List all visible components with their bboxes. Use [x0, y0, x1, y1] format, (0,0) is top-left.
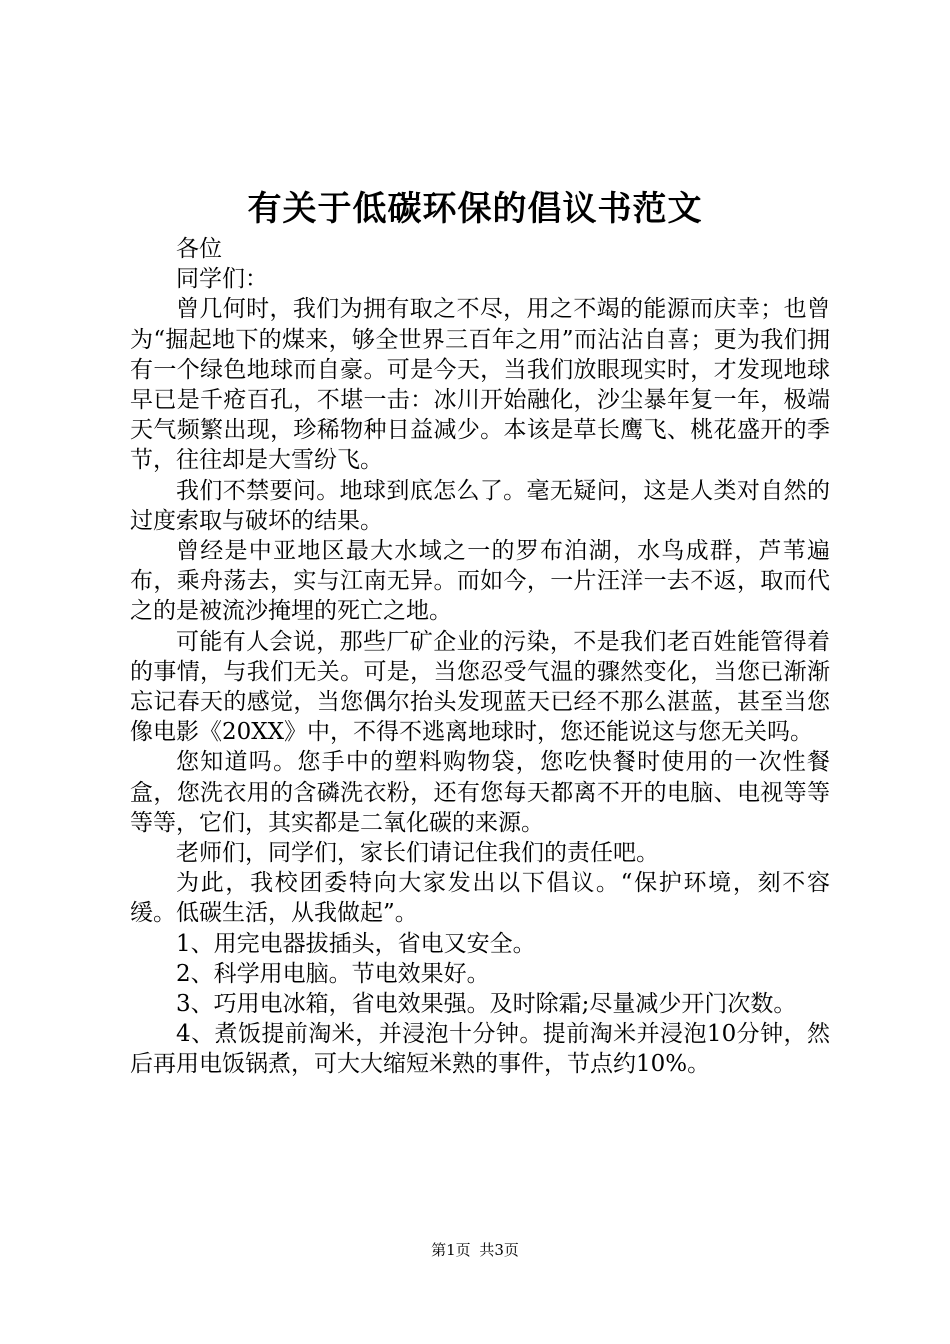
- page-total: 共3页: [479, 1241, 519, 1259]
- document-body: [130, 234, 830, 1080]
- salutation-line-2: 同学们：: [176, 266, 268, 293]
- paragraph: 我们不禁要问。地球到底怎么了。毫无疑问，这是人类对自然的过度索取与破坏的结果。: [130, 477, 830, 534]
- salutation-line-1: 各位: [176, 236, 222, 262]
- list-item: 3、巧用电冰箱，省电效果强。及时除霜;尽量减少开门次数。: [176, 991, 797, 1018]
- page-number: 第1页: [431, 1241, 471, 1259]
- paragraph: 可能有人会说，那些厂矿企业的污染，不是我们老百姓能管得着的事情，与我们无关。可是，当您忍受气温的骤然变化，当您已渐渐忘记春天的感觉，当您偶尔抬头发现蓝天已经不那么湛蓝，甚至当您像电影《20XX》中，不得不逃离地球时，您还能说这与您无关吗。: [130, 628, 830, 746]
- document-title: 有关于低碳环保的倡议书范文: [247, 189, 703, 229]
- list-item: 1、用完电器拔插头，省电又安全。: [176, 930, 536, 957]
- paragraph: 为此，我校团委特向大家发出以下倡议。“保护环境，刻不容缓。低碳生活，从我做起”。: [130, 870, 830, 927]
- paragraph: 老师们，同学们，家长们请记住我们的责任吧。: [176, 840, 659, 867]
- paragraph: 您知道吗。您手中的塑料购物袋，您吃快餐时使用的一次性餐盒，您洗衣用的含磷洗衣粉，还有您每天都离不开的电脑、电视等等等等，它们，其实都是二氧化碳的来源。: [130, 749, 830, 836]
- paragraph: 曾几何时，我们为拥有取之不尽，用之不竭的能源而庆幸；也曾为“掘起地下的煤来，够全世界三百年之用”而沾沾自喜；更为我们拥有一个绿色地球而自豪。可是今天，当我们放眼现实时，才发现地球早已是千疮百孔，不堪一击：冰川开始融化，沙尘暴年复一年，极端天气频繁出现，珍稀物种日益减少。本该是草长鹰飞、桃花盛开的季节，往往却是大雪纷飞。: [130, 296, 830, 474]
- page-footer: [0, 1240, 950, 1260]
- paragraph: 曾经是中亚地区最大水域之一的罗布泊湖，水鸟成群，芦苇遍布，乘舟荡去，实与江南无异。而如今，一片汪洋一去不返，取而代之的是被流沙掩埋的死亡之地。: [130, 538, 830, 625]
- list-item: 4、煮饭提前淘米，并浸泡十分钟。提前淘米并浸泡10分钟，然后再用电饭锅煮，可大大缩短米熟的事件，节点约10%。: [130, 1021, 830, 1078]
- list-item: 2、科学用电脑。节电效果好。: [176, 960, 490, 987]
